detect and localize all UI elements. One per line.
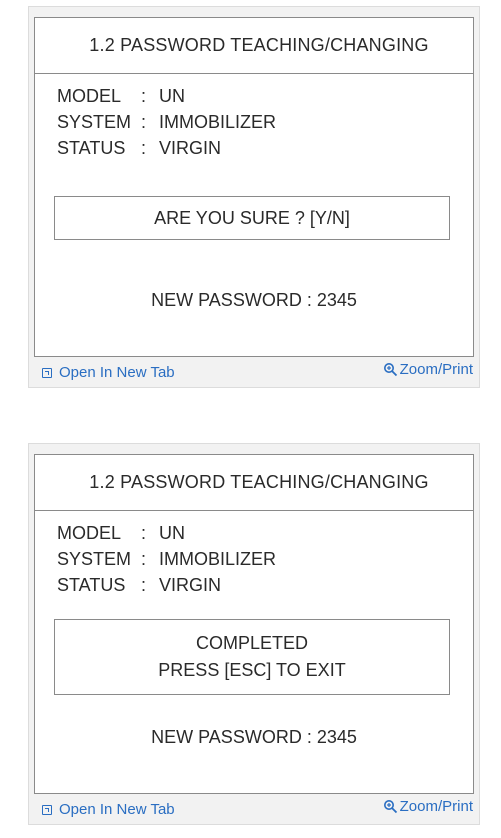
new-password-readout: NEW PASSWORD : 2345: [151, 727, 357, 747]
info-key: STATUS: [57, 575, 126, 595]
message-line: PRESS [ESC] TO EXIT: [158, 660, 346, 680]
magnifier-icon: [383, 362, 398, 377]
info-row-system: [57, 546, 276, 572]
figure-panel-2: [28, 443, 480, 825]
info-separator: :: [141, 138, 147, 158]
vehicle-info: [57, 520, 276, 598]
confirm-message-box: [54, 196, 450, 240]
new-tab-icon: [42, 368, 52, 378]
open-in-new-tab-link[interactable]: [42, 364, 175, 381]
info-key: SYSTEM: [57, 112, 132, 132]
info-value: UN: [159, 86, 185, 106]
info-row-model: [57, 520, 276, 546]
magnifier-icon: [383, 799, 398, 814]
info-key: MODEL: [57, 523, 122, 543]
info-value: IMMOBILIZER: [159, 112, 277, 132]
screen-title: 1.2 PASSWORD TEACHING/CHANGING: [35, 455, 473, 511]
panel-footer: [29, 357, 479, 387]
vehicle-info: [57, 83, 276, 161]
figure-panel-1: [28, 6, 480, 388]
scan-tool-screen-2: [34, 454, 474, 794]
info-value: VIRGIN: [159, 575, 222, 595]
message-line: COMPLETED: [195, 633, 309, 653]
zoom-link-label: Zoom/Print: [399, 361, 473, 378]
panel-footer: [29, 794, 479, 824]
open-in-new-tab-link[interactable]: [42, 801, 175, 818]
info-row-status: [57, 135, 276, 161]
zoom-link-label: Zoom/Print: [399, 798, 473, 815]
info-separator: :: [141, 523, 147, 543]
open-link-label: Open In New Tab: [59, 801, 175, 818]
info-value: IMMOBILIZER: [159, 549, 277, 569]
info-row-system: [57, 109, 276, 135]
info-separator: :: [141, 112, 147, 132]
info-value: VIRGIN: [159, 138, 222, 158]
info-row-model: [57, 83, 276, 109]
zoom-print-link[interactable]: [383, 798, 473, 815]
info-key: MODEL: [57, 86, 122, 106]
info-row-status: [57, 572, 276, 598]
info-separator: :: [141, 86, 147, 106]
open-link-label: Open In New Tab: [59, 364, 175, 381]
scan-tool-screen-1: [34, 17, 474, 357]
message-line: ARE YOU SURE ? [Y/N]: [154, 207, 350, 228]
new-tab-icon: [42, 805, 52, 815]
info-value: UN: [159, 523, 185, 543]
screen-title: 1.2 PASSWORD TEACHING/CHANGING: [35, 18, 473, 74]
info-key: SYSTEM: [57, 549, 132, 569]
new-password-readout: NEW PASSWORD : 2345: [151, 290, 357, 310]
info-separator: :: [141, 575, 147, 595]
info-key: STATUS: [57, 138, 126, 158]
info-separator: :: [141, 549, 147, 569]
completed-message-box: [54, 619, 450, 695]
zoom-print-link[interactable]: [383, 361, 473, 378]
